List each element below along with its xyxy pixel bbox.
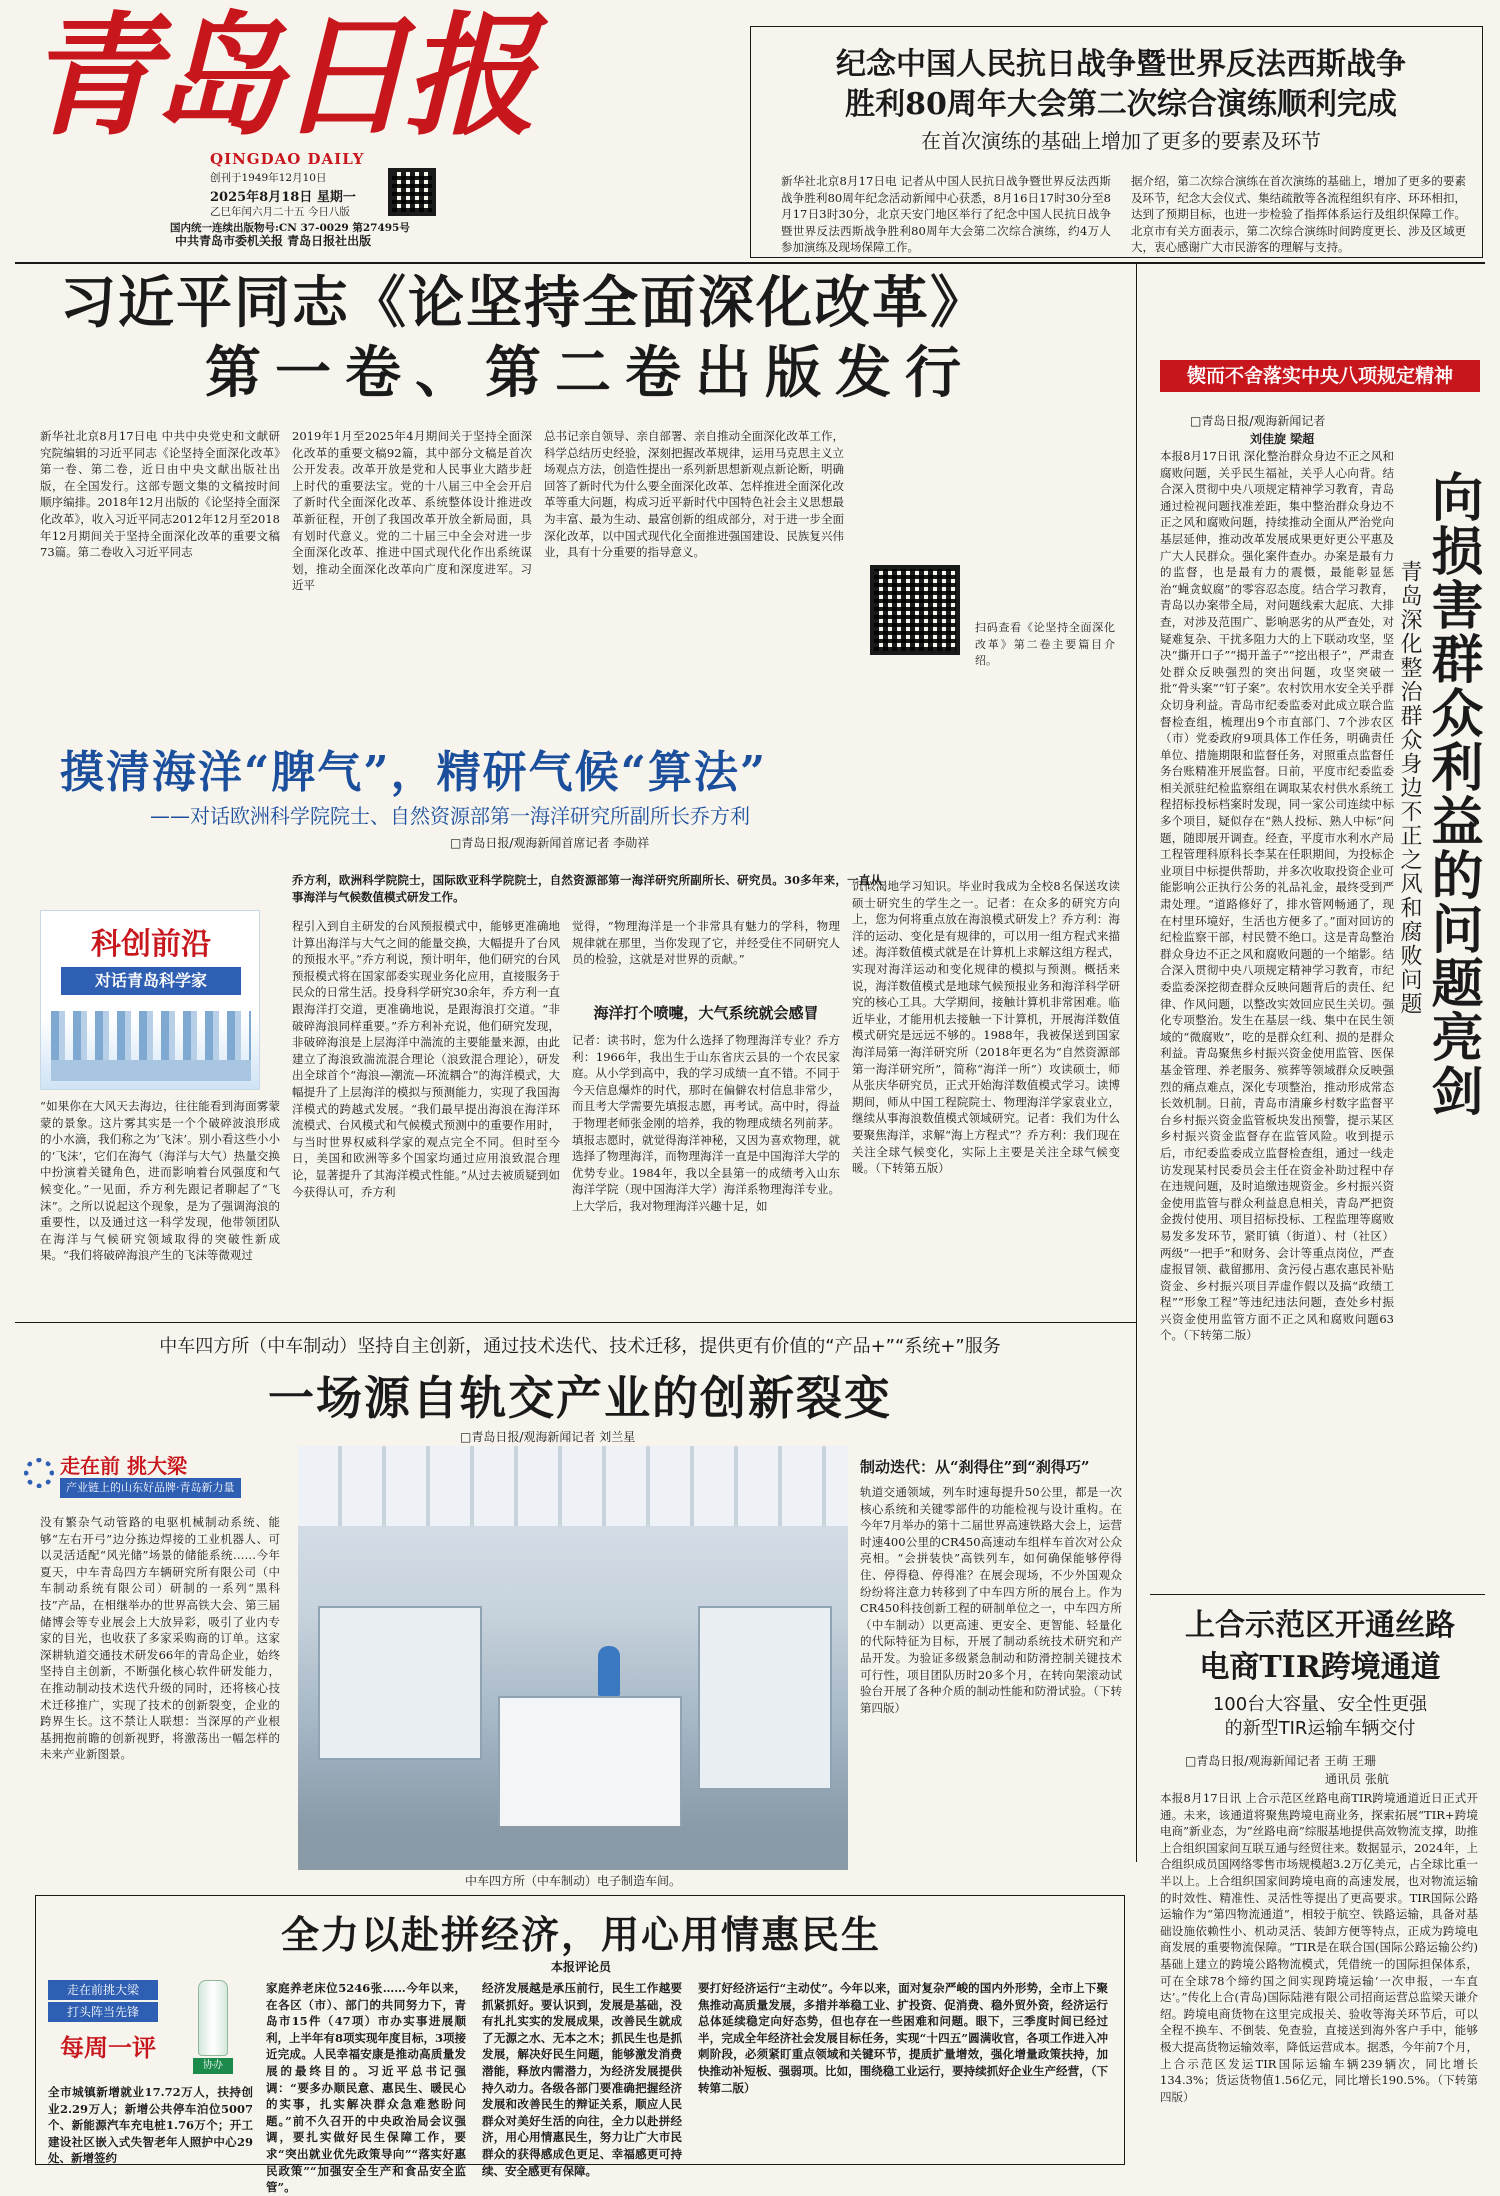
ocean-badge-title: 科创前沿 [91,927,211,962]
masthead [20,0,530,238]
headline-qr-caption: 扫码查看《论坚持全面深化改革》第二卷主要篇目介绍。 [975,621,1115,668]
rail-col3-heading: 制动迭代：从“刹得住”到“刹得巧” [860,1458,1090,1476]
masthead-lunar: 乙巳年闰六月二十五 今日八版 [210,206,350,218]
sidebar-banner: 锲而不舍落实中央八项规定精神 [1160,360,1480,392]
economy-col2: 经济发展越是承压前行，民生工作越要抓紧抓好。要认识到，发展是基础，没有扎扎实实的发展成果，改善民生就成了无源之水、无本之木；抓民生也是抓发展，解决好民生问题，能够激发消费潜能，释放内需潜力，为经济发展提供持久动力。各级各部门要准确把握经济发展和改善民生的辩证关系，顺应人民群众对美好生活的向往，全力以赴拼经济，用心用情惠民生，努力让广大市民群众的获得感成色更足、幸福感更可持续、安全感更有保障。 [482,1981,682,2178]
tir-divider [1150,1594,1485,1595]
ocean-col2: 程引入到自主研发的台风预报模式中，能够更准确地计算出海洋与大气之间的能量交换，大幅提升了台风的预报水平。”乔方利说，预计明年，他们研究的台风预报模式将在国家部委实现业务化应用，直接服务于民众的日常生活。投身科学研究30余年，乔方利一直跟海洋打交道，更准确地说，是跟海浪打交道。“非破碎海浪同样重要。”乔方利补充说，他们研究发现，非破碎海浪是上层海洋中湍流的主要能量来源，由此建立了海浪致湍流混合理论（浪致混合理论），研发出全球首个“海浪—潮流—环流耦合”的海洋模式，大幅提升了上层海洋的模拟与预测能力，实现了我国海洋模式的跨越式发展。“我们最早提出海浪在海洋环流模式、台风模式和气候模式预测中的重要作用时，与当时世界权威科学家的观点完全不同。但时至今日，美国和欧洲等多个国家均通过应用浪致混合理论，显著提升了其海洋模式性能。”从过去被质疑到如今获得认可，乔方利 [292,919,560,1199]
headline-col1: 新华社北京8月17日电 中共中央党史和文献研究院编辑的习近平同志《论坚持全面深化改革》第一卷、第二卷，近日由中央文献出版社出版，在全国发行。这部专题文集的文稿按时间顺序编排。2018年12月出版的《论坚持全面深化改革》，收入习近平同志2012年12月至2018年12月期间关于坚持全面深化改革的重要文稿73篇。第二卷收入习近平同志 [40,429,280,560]
top-news-col2: 据介绍，第二次综合演练在首次演练的基础上，增加了更多的要素及环节，纪念大会仪式、集结疏散等各流程组织有序、环环相扣，达到了预期目标，也进一步检验了指挥体系运行及组织保障工作。北京市有关方面表示，第二次综合演练时间跨度更长、涉及区域更大，衷心感谢广大市民游客的理解与支持。 [1131,174,1466,255]
economy-box [35,1895,1125,2195]
ocean-col3-a: 觉得，“物理海洋是一个非常具有魅力的学科，物理规律就在那里，当你发现了它，并经受住不同研究人员的检验，这就是对世界的贡献。” [572,919,840,967]
sidebar-divider [1136,262,1137,1862]
masthead-date: 2025年8月18日 星期一 [210,190,356,205]
sidebar-byline: □青岛日报/观海新闻记者 [1190,414,1326,428]
ocean-col3-b: 记者：读书时，您为什么选择了物理海洋专业？乔方利：1966年，我出生于山东省庆云县的一个农民家庭。从小学到高中，我的学习成绩一直不错。不同于今天信息爆炸的时代，那时在偏僻农村信息非常少，而且考大学需要先填报志愿，再考试。高中时，得益于物理老师张金刚的培养，我的物理成绩名列前茅。填报志愿时，就觉得海洋神秘，又因为喜欢物理，就选择了物理海洋，而物理海洋一直是中国海洋大学的优势专业。1984年，我以全县第一的成绩考入山东海洋学院（现中国海洋大学）海洋系物理海洋专业。上大学后，我对物理海洋兴趣十足，如 [572,1033,840,1213]
headline-qr-code [870,565,960,655]
tir-title-line1: 上合示范区开通丝路 [1185,1608,1455,1643]
tir-byline: □青岛日报/观海新闻记者 王萌 王珊 [1185,1754,1377,1768]
economy-col3: 要打好经济运行“主动仗”。今年以来，面对复杂严峻的国内外形势，全市上下聚焦推动高质量发展，多措并举稳工业、扩投资、促消费、稳外贸外资，经济运行总体延续稳定向好态势，但也存在一些困难和问题。眼下，三季度时间已经过半，完成全年经济社会发展目标任务，实现“十四五”圆满收官，各项工作进入冲刺阶段，必须紧盯重点领域和关键环节，提质扩量增效，强化增量政策扶持，加快推动补短板、强弱项。比如，围绕稳工业运行，要持续抓好企业生产经营，（下转第二版） [698,1981,1108,2095]
economy-byline: 本报评论员 [550,1960,611,1974]
masthead-english: QINGDAO DAILY [210,150,365,168]
sidebar-vertical-title: 向损害群众利益的问题亮剑 [1422,470,1483,1118]
ocean-title: 摸清海洋“脾气”，精研气候“算法” [60,747,768,798]
rail-photo [298,1446,848,1870]
rail-badge-title: 走在前 挑大梁 [60,1454,187,1478]
headline-col2: 2019年1月至2025年4月期间关于坚持全面深化改革的重要文稿92篇，其中部分文稿是首次公开发表。改革开放是党和人民事业大踏步赶上时代的重要法宝。党的十八届三中全会开启了新时代全面深化改革、系统整体设计推进改革新征程，开创了我国改革开放全新局面，具有划时代意义。党的二十届三中全会对进一步全面深化改革、推进中国式现代化作出系统谋划，推动全面深化改革向广度和深度进军。习近平 [292,429,532,593]
tir-byline2: 通讯员 张航 [1325,1772,1389,1786]
rail-title: 一场源自轨交产业的创新裂变 [268,1371,892,1425]
ocean-badge-subtitle: 对话青岛科学家 [61,967,241,995]
top-news-title-line1: 纪念中国人民抗日战争暨世界反法西斯战争 [836,47,1406,82]
rail-photo-ceiling [298,1446,848,1526]
masthead-logo: 青岛日报 [26,0,530,154]
tir-sub-line2: 的新型TIR运输车辆交付 [1224,1718,1416,1739]
rail-badge [20,1450,290,1508]
ocean-col4: 饥似渴地学习知识。毕业时我成为全校8名保送攻读硕士研究生的学生之一。记者：在众多的研究方向上，您为何将重点放在海浪模式研发上？乔方利：海洋的运动、变化是有规律的，可以用一组方程式来描述。海洋数值模式就是在计算机上求解这组方程式，实现对海洋运动和变化规律的模拟与预测。概括来说，海洋数值模式是地球气候预报业务和海洋科学研究的核心工具。大学期间，接触计算机非常困难。临近毕业，才能用机去接触一下计算机，开展海洋数值模式研究是远远不够的。1988年，我被保送到国家海洋局第一海洋研究所（2018年更名为“自然资源部第一海洋研究所”，简称“海洋一所”）攻读硕士，师从张庆华研究员，正式开始海洋数值模式学习。读博期间，师从中国工程院院士、物理海洋学家袁业立，继续从事海浪数值模式领域研究。记者：我们为什么要聚焦海洋，求解“海上方程式”？乔方利：我们现在关注全球气候变化，实际上主要是关注全球气候变暖。（下转第五版） [852,879,1120,1176]
economy-title: 全力以赴拼经济，用心用情惠民生 [280,1912,881,1957]
tir-text: 本报8月17日讯 上合示范区丝路电商TIR跨境通道近日正式开通。未来，该通道将聚焦跨境电商业务，探索拓展“TIR+跨境电商”新业态，为“丝路电商”综服基地提供高效物流支撑，助推上合组织国家间互联互通与经贸往来。数据显示，2024年，上合组织成员国网络零售市场规模超3.2万亿美元，占全球比重一半以上。上合组织国家间跨境电商的高速发展，也对物流运输的时效性、精准性、灵活性等提出了更高要求。TIR国际公路运输作为“第四物流通道”，相较于航空、铁路运输，具备对基础设施依赖性小、机动灵活、装卸方便等特点，正成为跨境电商发展的重要物流保障。“TIR是在联合国(国际公路运输公约)基础上建立的跨境公路物流模式，凭借统一的国际担保体系，可在全球78个缔约国之间实现跨境运输‘一次申报，一车直达’。”传化上合(青岛)国际陆港有限公司招商运营总监梁天谦介绍。跨境电商货物在这里完成报关、验收等海关环节后，可以全程不换车、不倒装、免查验，直接送到海外客户手中，能够极大提高货物运输效率，降低运营成本。据悉，今年前7个月，上合示范区发运TIR国际运输车辆239辆次，同比增长134.3%；货运货物值1.56亿元，同比增长190.5%。（下转第四版） [1160,1791,1478,2104]
ocean-col1: “如果你在大风天去海边，往往能看到海面雾蒙蒙的景象。这片雾其实是一个个破碎波浪形成的小水滴，我们称之为‘飞沫’。别小看这些小小的‘飞沫’，它们在海气（海洋与大气）热量交换中扮演着关键角色，进而影响着台风强度和气候变化。”一见面，乔方利先跟记者聊起了“飞沫”。之所以说起这个现象，是为了强调海浪的重要性，以及通过这一科学发现，他带领团队在海洋与气候研究领域取得的突破性新成果。“我们将破碎海浪产生的飞沫等微观过 [40,1099,280,1263]
sidebar-vertical-subtitle: 青岛深化整治群众身边不正之风和腐败问题 [1397,560,1422,1016]
ocean-lead: 乔方利，欧洲科学院院士，国际欧亚科学院院士，自然资源部第一海洋研究所副所长、研究员。30多年来，一直从事海洋与气候数值模式研发工作。 [292,873,882,904]
headline-line2: 第一卷、第二卷出版发行 [205,340,975,406]
ocean-subtitle: ——对话欧洲科学院院士、自然资源部第一海洋研究所副所长乔方利 [150,804,750,828]
top-news-box [750,26,1483,258]
sidebar-text: 本报8月17日讯 深化整治群众身边不正之风和腐败问题，关乎民生福祉，关乎人心向背。结合深入贯彻中央八项规定精神学习教育，青岛通过检视问题找准差距，集中整治群众身边不正之风和腐败问题，持续推动全面从严治党向基层延伸，推动改革发展成果更好更公平惠及广大人民群众。强化案件查办。办案是最有力的监督，也是最有力的震慑，最能彰显惩治“蝇贪蚁腐”的零容忍态度。结合学习教育，青岛以办案带全局，对问题线索大起底、大排查，对涉及范围广、影响恶劣的从严查处，对疑难复杂、干扰多阻力大的上下联动攻坚，坚决“撕开口子”“揭开盖子”“挖出根子”，严肃查处群众反映强烈的突出问题，攻坚突破一批“骨头案”“钉子案”。农村饮用水安全关乎群众切身利益。青岛市纪委监委对此成立联合监督检查组，梳理出9个市直部门、7个涉农区（市）党委政府9项具体工作任务，明确责任单位、措施期限和监督任务，对照重点监督任务台账精准开展监督。日前，平度市纪委监委相关派驻纪检监察组在调取某农村供水系统工程招标投标档案时发现，同一家公司连续中标多个项目，疑似存在“熟人投标、熟人中标”问题，随即展开调查。经查，平度市水利水产局工程管理科原科长李某在任职期间，为投标企业项目中标提供帮助，并多次收取投资企业可能影响公正执行公务的礼品礼金，最终受到严肃处理。“道路修好了，排水管网畅通了，现在村里环境好，生活也方便多了。”面对回访的纪检监察干部，村民赞不绝口。这是青岛整治群众身边不正之风和腐败问题的一个缩影。结合深入贯彻中央八项规定精神学习教育，市纪委监委深挖彻查群众反映问题背后的责任、纪律、作风问题，以整改实效回应民生关切。强化专项整治。发生在基层一线、集中在民生领域的“微腐败”，吃的是群众红利、损的是群众利益。青岛聚焦乡村振兴资金使用监管、医保基金管理、养老服务、殡葬等领域群众反映强烈的痛点难点，深化专项整治，推动形成常态长效机制。日前，青岛市清廉乡村数字监督平台乡村振兴资金监管板块发出预警，提示某区乡村振兴资金监督存在监管风险。收到提示后，市纪委监委成立监督检查组，通过一线走访发现某村民委员会主任在资金补助过程中存在违规问题，及时追缴违规资金。乡村振兴资金使用监管与群众利益息息相关，青岛严把资金拨付使用、项目招标投标、工程监理等腐败易发多发环节，紧盯镇（街道）、村（社区）两级“一把手”和财务、会计等重点岗位，严查虚报冒领、截留挪用、贪污侵占惠农惠民补贴资金、乡村振兴项目弄虚作假以及搞“政绩工程”“形象工程”等违纪违法问题，查处乡村振兴资金使用监管方面不正之风和腐败问题63个。（下转第二版） [1160,449,1394,1343]
tir-sub-line1: 100台大容量、安全性更强 [1212,1694,1428,1715]
top-news-col1: 新华社北京8月17日电 记者从中国人民抗日战争暨世界反法西斯战争胜利80周年纪念活动新闻中心获悉，8月16日17时30分至8月17日3时30分，北京天安门地区举行了纪念中国人民抗日战争暨世界反法西斯战争胜利80周年大会第二次综合演练，约4万人参加演练及现场保障工作。 [781,174,1111,255]
ocean-byline: □青岛日报/观海新闻首席记者 李勋祥 [450,836,650,850]
masthead-qr-code [388,168,436,216]
rail-divider [15,1322,1136,1323]
rail-byline: □青岛日报/观海新闻记者 刘兰星 [460,1430,636,1444]
rail-photo-machine-right [698,1606,832,1790]
rail-photo-machine-left [318,1606,482,1760]
rail-badge-gear-icon [24,1458,54,1488]
masthead-publisher: 中共青岛市委机关报 青岛日报社出版 [175,234,372,248]
economy-badge-tag: 协办 [193,2058,233,2074]
economy-col0: 全市城镇新增就业17.72万人，扶持创业2.29万人；新增公共停车泊位5007个、新能源汽车充电桩1.76万个；开工建设社区嵌入式失智老年人照护中心29处、新增签约 [48,2085,253,2166]
rail-photo-worker [598,1646,620,1696]
economy-badge [48,1980,258,2080]
economy-badge-line2: 打头阵当先锋 [48,2002,158,2022]
sidebar-reporters: 刘佳旋 梁超 [1250,432,1315,446]
rail-photo-caption: 中车四方所（中车制动）电子制造车间。 [464,1874,681,1888]
economy-badge-title: 每周一评 [60,2033,156,2062]
masthead-issue: 国内统一连续出版物号:CN 37-0029 第27495号 [170,222,410,234]
rail-badge-subtitle: 产业链上的山东好品牌·青岛新力量 [60,1478,241,1498]
masthead-founded: 创刊于1949年12月10日 [210,172,327,184]
rail-photo-floor [298,1826,848,1870]
economy-badge-line1: 走在前挑大梁 [48,1980,158,2000]
header-divider [15,262,1485,264]
rail-kicker: 中车四方所（中车制动）坚持自主创新，通过技术迭代、技术迁移，提供更有价值的“产品+”“系统+”服务 [159,1336,1001,1357]
economy-badge-bottle-icon [198,1980,228,2056]
headline-col3: 总书记亲自领导、亲自部署、亲自推动全面深化改革工作，科学总结历史经验，深刻把握改革规律，运用马克思主义立场观点方法，创造性提出一系列新思想新观点新论断，明确回答了新时代为什么要全面深化改革、怎样推进全面深化改革等重大问题，构成习近平新时代中国特色社会主义思想最为丰富、最为生动、最富创新的组成部分，对于进一步全面深化改革，以中国式现代化全面推进强国建设、民族复兴伟业，具有十分重要的指导意义。 [544,429,844,560]
ocean-col3-heading: 海洋打个喷嚏，大气系统就会感冒 [593,1004,819,1022]
rail-col3: 轨道交通领域，列车时速每提升50公里，都是一次核心系统和关键零部件的功能检视与设计重构。在今年7月举办的第十二届世界高速铁路大会上，运营时速400公里的CR450高速动车组样车首次对公众亮相。“会拼装快”高铁列车，如何确保能够停得住、停得稳、停得准？在展会现场，不少外国观众纷纷将注意力转移到了中车四方所的展台上。作为CR450科技创新工程的研制单位之一，中车四方所（中车制动）以更高速、更安全、更智能、轻量化的代际特征为目标，开展了制动系统技术研究和产品开发。为验证多级紧急制动和防滑控制关键技术可行性，项目团队历时20多个月，在转向架滚动试验台开展了各种介质的制动性能和防滑试验。（下转第四版） [860,1485,1122,1715]
ocean-badge-skyline [51,1011,251,1081]
top-news-title-line2: 胜利80周年大会第二次综合演练顺利完成 [845,87,1397,122]
top-news-subtitle: 在首次演练的基础上增加了更多的要素及环节 [921,129,1321,153]
economy-col1: 家庭养老床位5246张……今年以来，在各区（市）、部门的共同努力下，青岛市15件（47项）市办实事进展顺利，上半年有8项实现年度目标，3项接近完成。人民幸福安康是推动高质量发展的最终目的。习近平总书记强调：“要多办顺民意、惠民生、暖民心的实事，扎实解决群众急难愁盼问题。”前不久召开的中央政治局会议强调，要扎实做好民生保障工作，要求“突出就业优先政策导向”“落实好惠民政策”“加强安全生产和食品安全监管”。 [266,1981,467,2195]
rail-col1: 没有繁杂气动管路的电驱机械制动系统、能够“左右开弓”边分拣边焊接的工业机器人、可以灵活适配“风光储”场景的储能系统……今年夏天，中车青岛四方车辆研究所有限公司（中车制动系统有限公司）研制的一系列“黑科技”产品，在相继举办的世界高铁大会、第三届储博会等专业展会上大放异彩，吸引了业内专家的目光，也收获了多家采购商的订单。这家深耕轨道交通技术研发66年的青岛企业，始终坚持自主创新，不断强化核心软件研发能力，在推动制动技术迭代升级的同时，还将核心技术迁移推广，实现了技术的创新裂变，企业的跨界生长。这不禁让人联想：当深厚的产业根基拥抱前瞻的创新视野，将激荡出一幅怎样的未来产业新图景。 [40,1515,280,1762]
tir-title-line2: 电商TIR跨境通道 [1199,1650,1441,1685]
ocean-badge [40,910,260,1090]
headline-line1: 习近平同志《论坚持全面深化改革》 [60,270,988,336]
